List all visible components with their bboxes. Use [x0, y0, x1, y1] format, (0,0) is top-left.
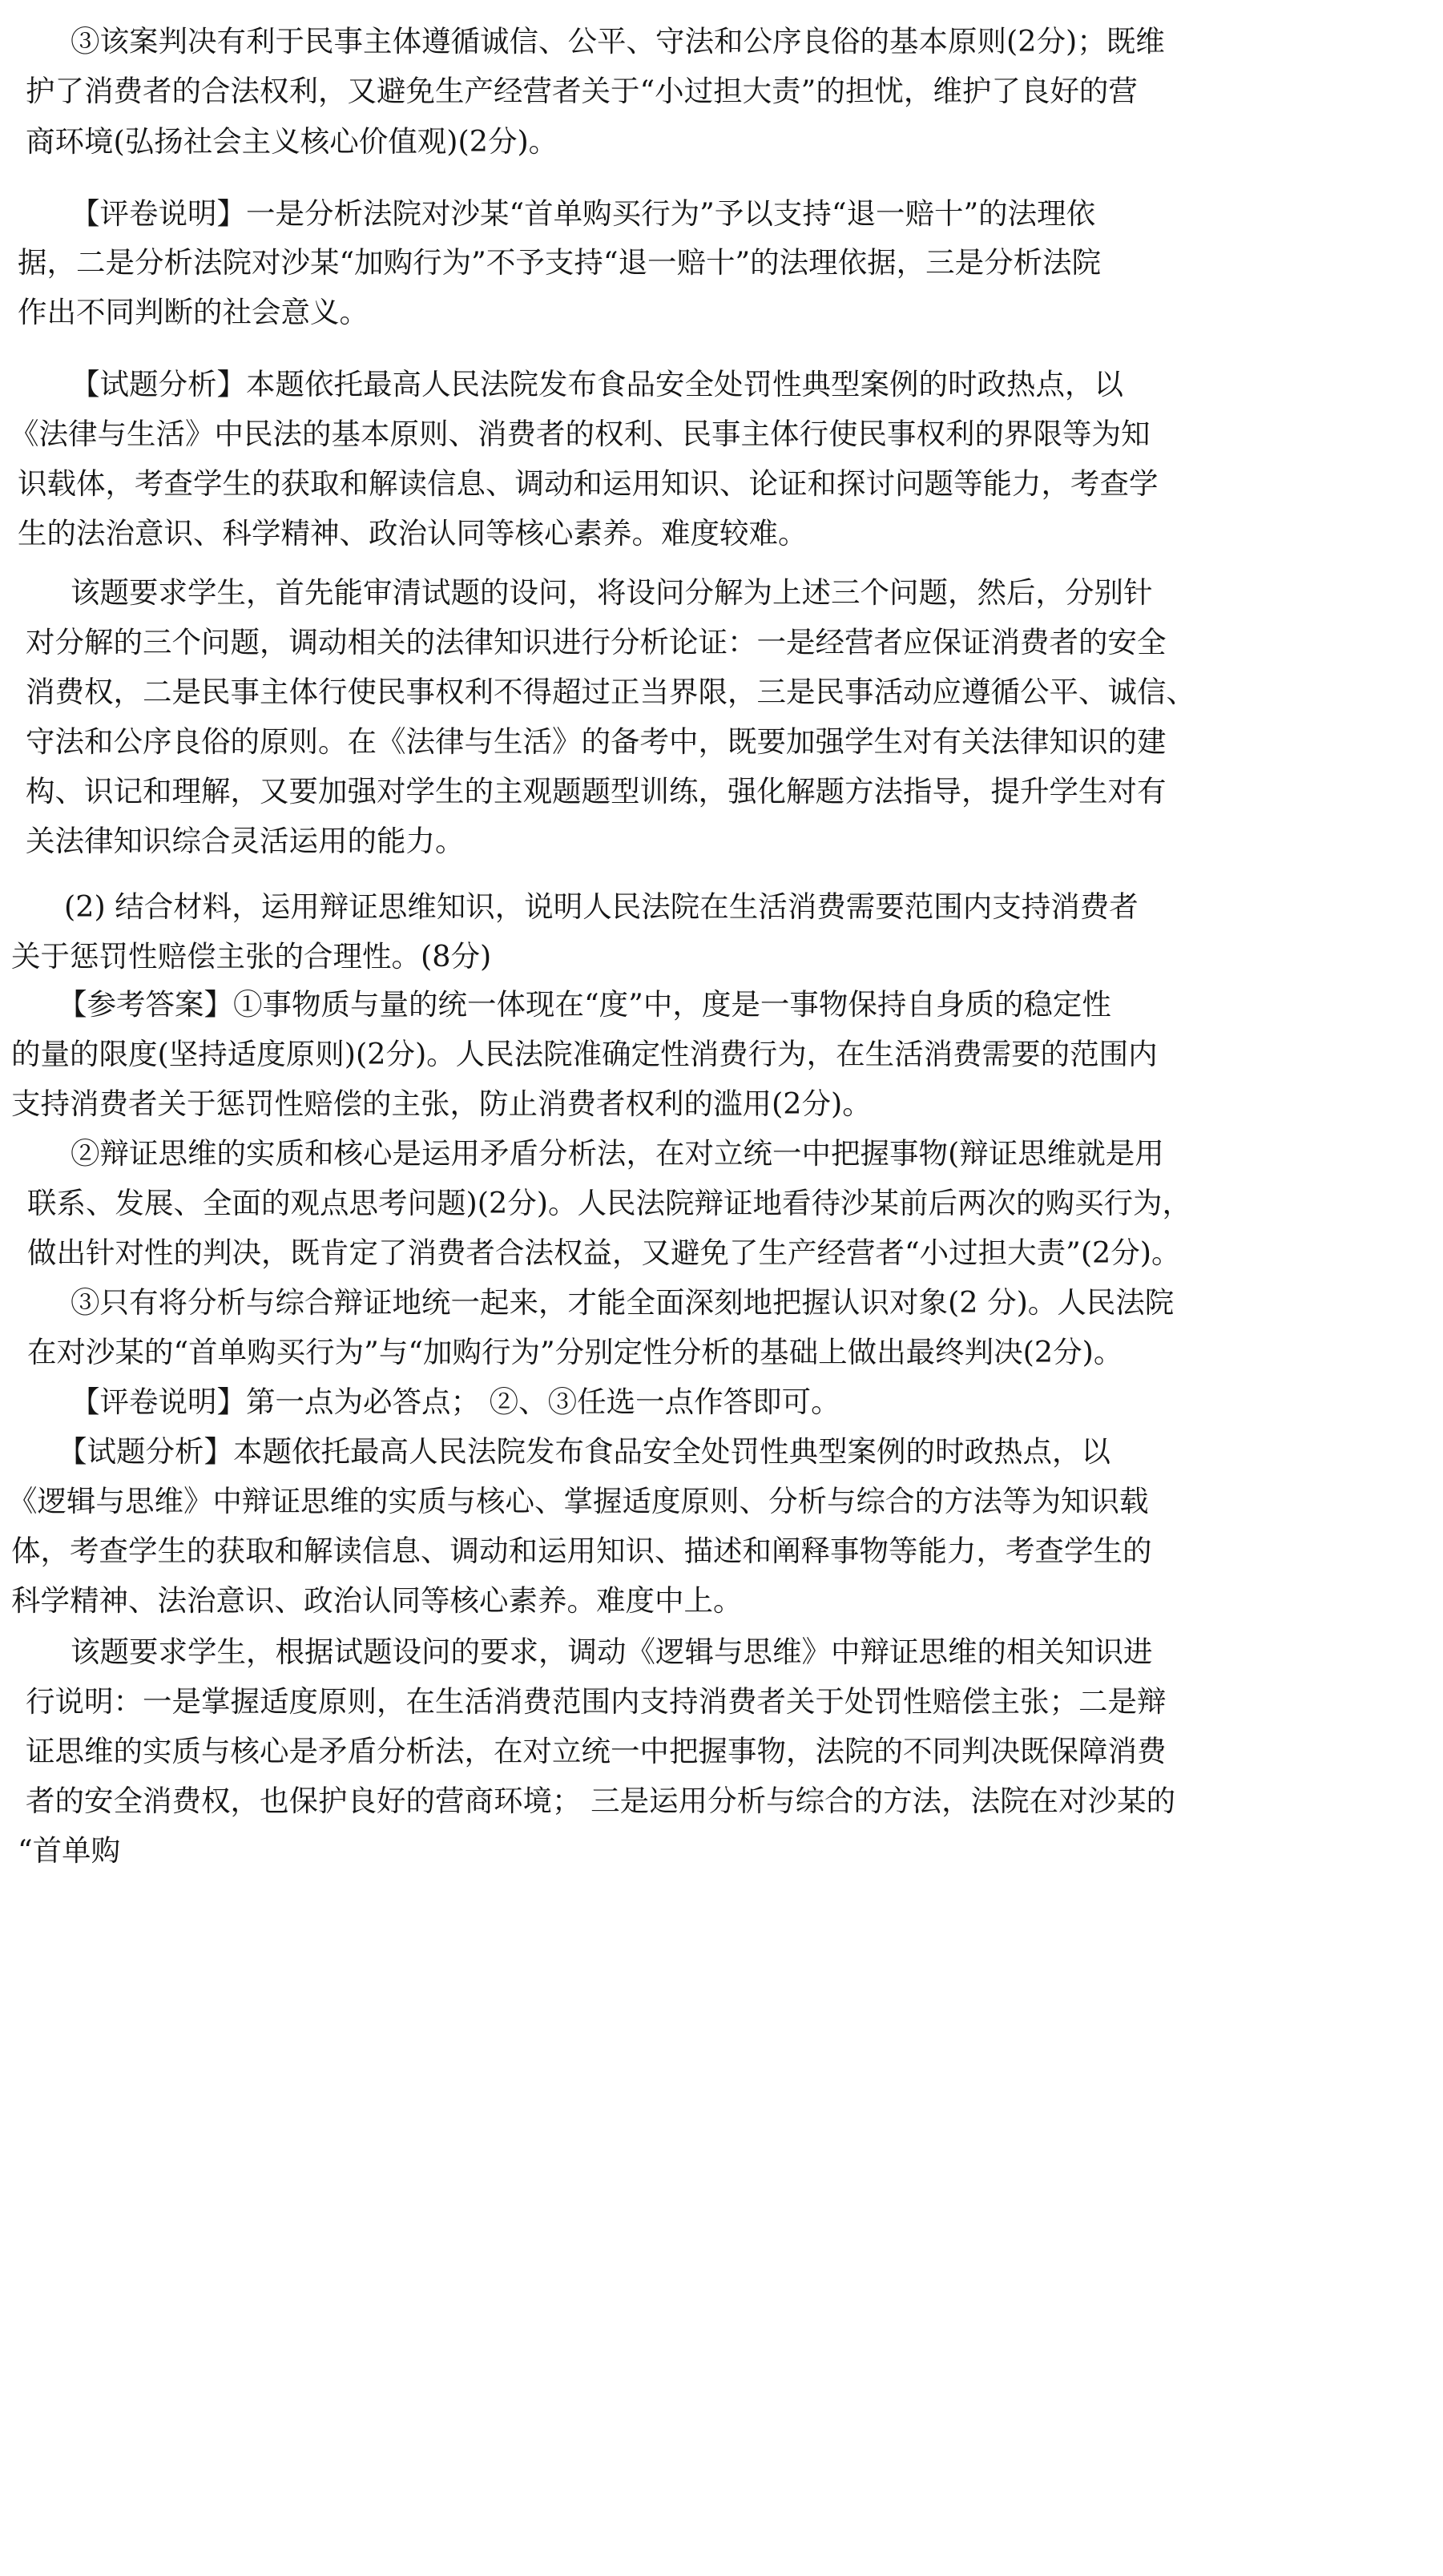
text-line: 者的安全消费权，也保护良好的营商环境； 三是运用分析与综合的方法，法院在对沙某的	[26, 1784, 1176, 1818]
text-line: 对分解的三个问题，调动相关的法律知识进行分析论证：一是经营者应保证消费者的安全	[26, 625, 1167, 659]
text-line: 该题要求学生，根据试题设问的要求，调动《逻辑与思维》中辩证思维的相关知识进	[71, 1635, 1153, 1669]
text-line: 做出针对性的判决，既肯定了消费者合法权益，又避免了生产经营者“小过担大责”(2分)。	[27, 1236, 1181, 1270]
text-line: 【试题分析】本题依托最高人民法院发布食品安全处罚性典型案例的时政热点，以	[71, 367, 1123, 401]
text-line: ③该案判决有利于民事主体遵循诚信、公平、守法和公序良俗的基本原则(2分)；既维	[71, 24, 1165, 58]
text-line: 证思维的实质与核心是矛盾分析法，在对立统一中把握事物，法院的不同判决既保障消费	[26, 1734, 1167, 1768]
text-line: 科学精神、法治意识、政治认同等核心素养。难度中上。	[11, 1583, 743, 1618]
text-line: 守法和公序良俗的原则。在《法律与生活》的备考中，既要加强学生对有关法律知识的建	[26, 724, 1167, 759]
text-line: 在对沙某的“首单购买行为”与“加购行为”分别定性分析的基础上做出最终判决(2分)。	[27, 1335, 1123, 1369]
text-line: 行说明：一是掌握适度原则，在生活消费范围内支持消费者关于处罚性赔偿主张；二是辩	[26, 1684, 1167, 1719]
text-line: 【评卷说明】一是分析法院对沙某“首单购买行为”予以支持“退一赔十”的法理依	[71, 196, 1096, 231]
text-line: 消费权，二是民事主体行使民事权利不得超过正当界限，三是民事活动应遵循公平、诚信、	[26, 675, 1195, 709]
text-line: 该题要求学生，首先能审清试题的设问，将设问分解为上述三个问题，然后，分别针	[71, 575, 1153, 610]
text-line: 关于惩罚性赔偿主张的合理性。(8分)	[11, 939, 492, 974]
text-line: 【评卷说明】第一点为必答点； ②、③任选一点作答即可。	[71, 1385, 840, 1419]
text-line: 构、识记和理解，又要加强对学生的主观题题型训练，强化解题方法指导，提升学生对有	[26, 774, 1167, 808]
text-line: 商环境(弘扬社会主义核心价值观)(2分)。	[26, 124, 558, 159]
text-line: ②辩证思维的实质和核心是运用矛盾分析法，在对立统一中把握事物(辩证思维就是用	[71, 1136, 1164, 1171]
text-line: (2) 结合材料，运用辩证思维知识，说明人民法院在生活消费需要范围内支持消费者	[64, 889, 1139, 924]
text-line: 护了消费者的合法权利，又避免生产经营者关于“小过担大责”的担忧，维护了良好的营	[26, 74, 1138, 108]
text-line: 识载体，考查学生的获取和解读信息、调动和运用知识、论证和探讨问题等能力，考查学	[18, 466, 1159, 501]
text-line: 《法律与生活》中民法的基本原则、消费者的权利、民事主体行使民事权利的界限等为知	[10, 417, 1151, 451]
text-line: 的量的限度(坚持适度原则)(2分)。人民法院准确定性消费行为，在生活消费需要的范围内	[11, 1037, 1158, 1071]
text-line: 体，考查学生的获取和解读信息、调动和运用知识、描述和阐释事物等能力，考查学生的	[11, 1534, 1152, 1568]
text-line: “首单购	[18, 1833, 121, 1868]
text-line: 【参考答案】①事物质与量的统一体现在“度”中，度是一事物保持自身质的稳定性	[58, 987, 1111, 1022]
text-line: 生的法治意识、科学精神、政治认同等核心素养。难度较难。	[18, 516, 808, 550]
text-line: 作出不同判断的社会意义。	[18, 295, 369, 329]
text-line: 关法律知识综合灵活运用的能力。	[26, 824, 465, 858]
text-line: 据，二是分析法院对沙某“加购行为”不予支持“退一赔十”的法理依据，三是分析法院	[18, 245, 1102, 280]
text-line: 支持消费者关于惩罚性赔偿的主张，防止消费者权利的滥用(2分)。	[11, 1086, 872, 1121]
text-line: ③只有将分析与综合辩证地统一起来，才能全面深刻地把握认识对象(2 分)。人民法院	[71, 1285, 1175, 1320]
text-line: 联系、发展、全面的观点思考问题)(2分)。人民法院辩证地看待沙某前后两次的购买行为，	[27, 1186, 1191, 1220]
text-line: 《逻辑与思维》中辩证思维的实质与核心、掌握适度原则、分析与综合的方法等为知识载	[8, 1484, 1149, 1518]
text-line: 【试题分析】本题依托最高人民法院发布食品安全处罚性典型案例的时政热点，以	[58, 1434, 1110, 1469]
